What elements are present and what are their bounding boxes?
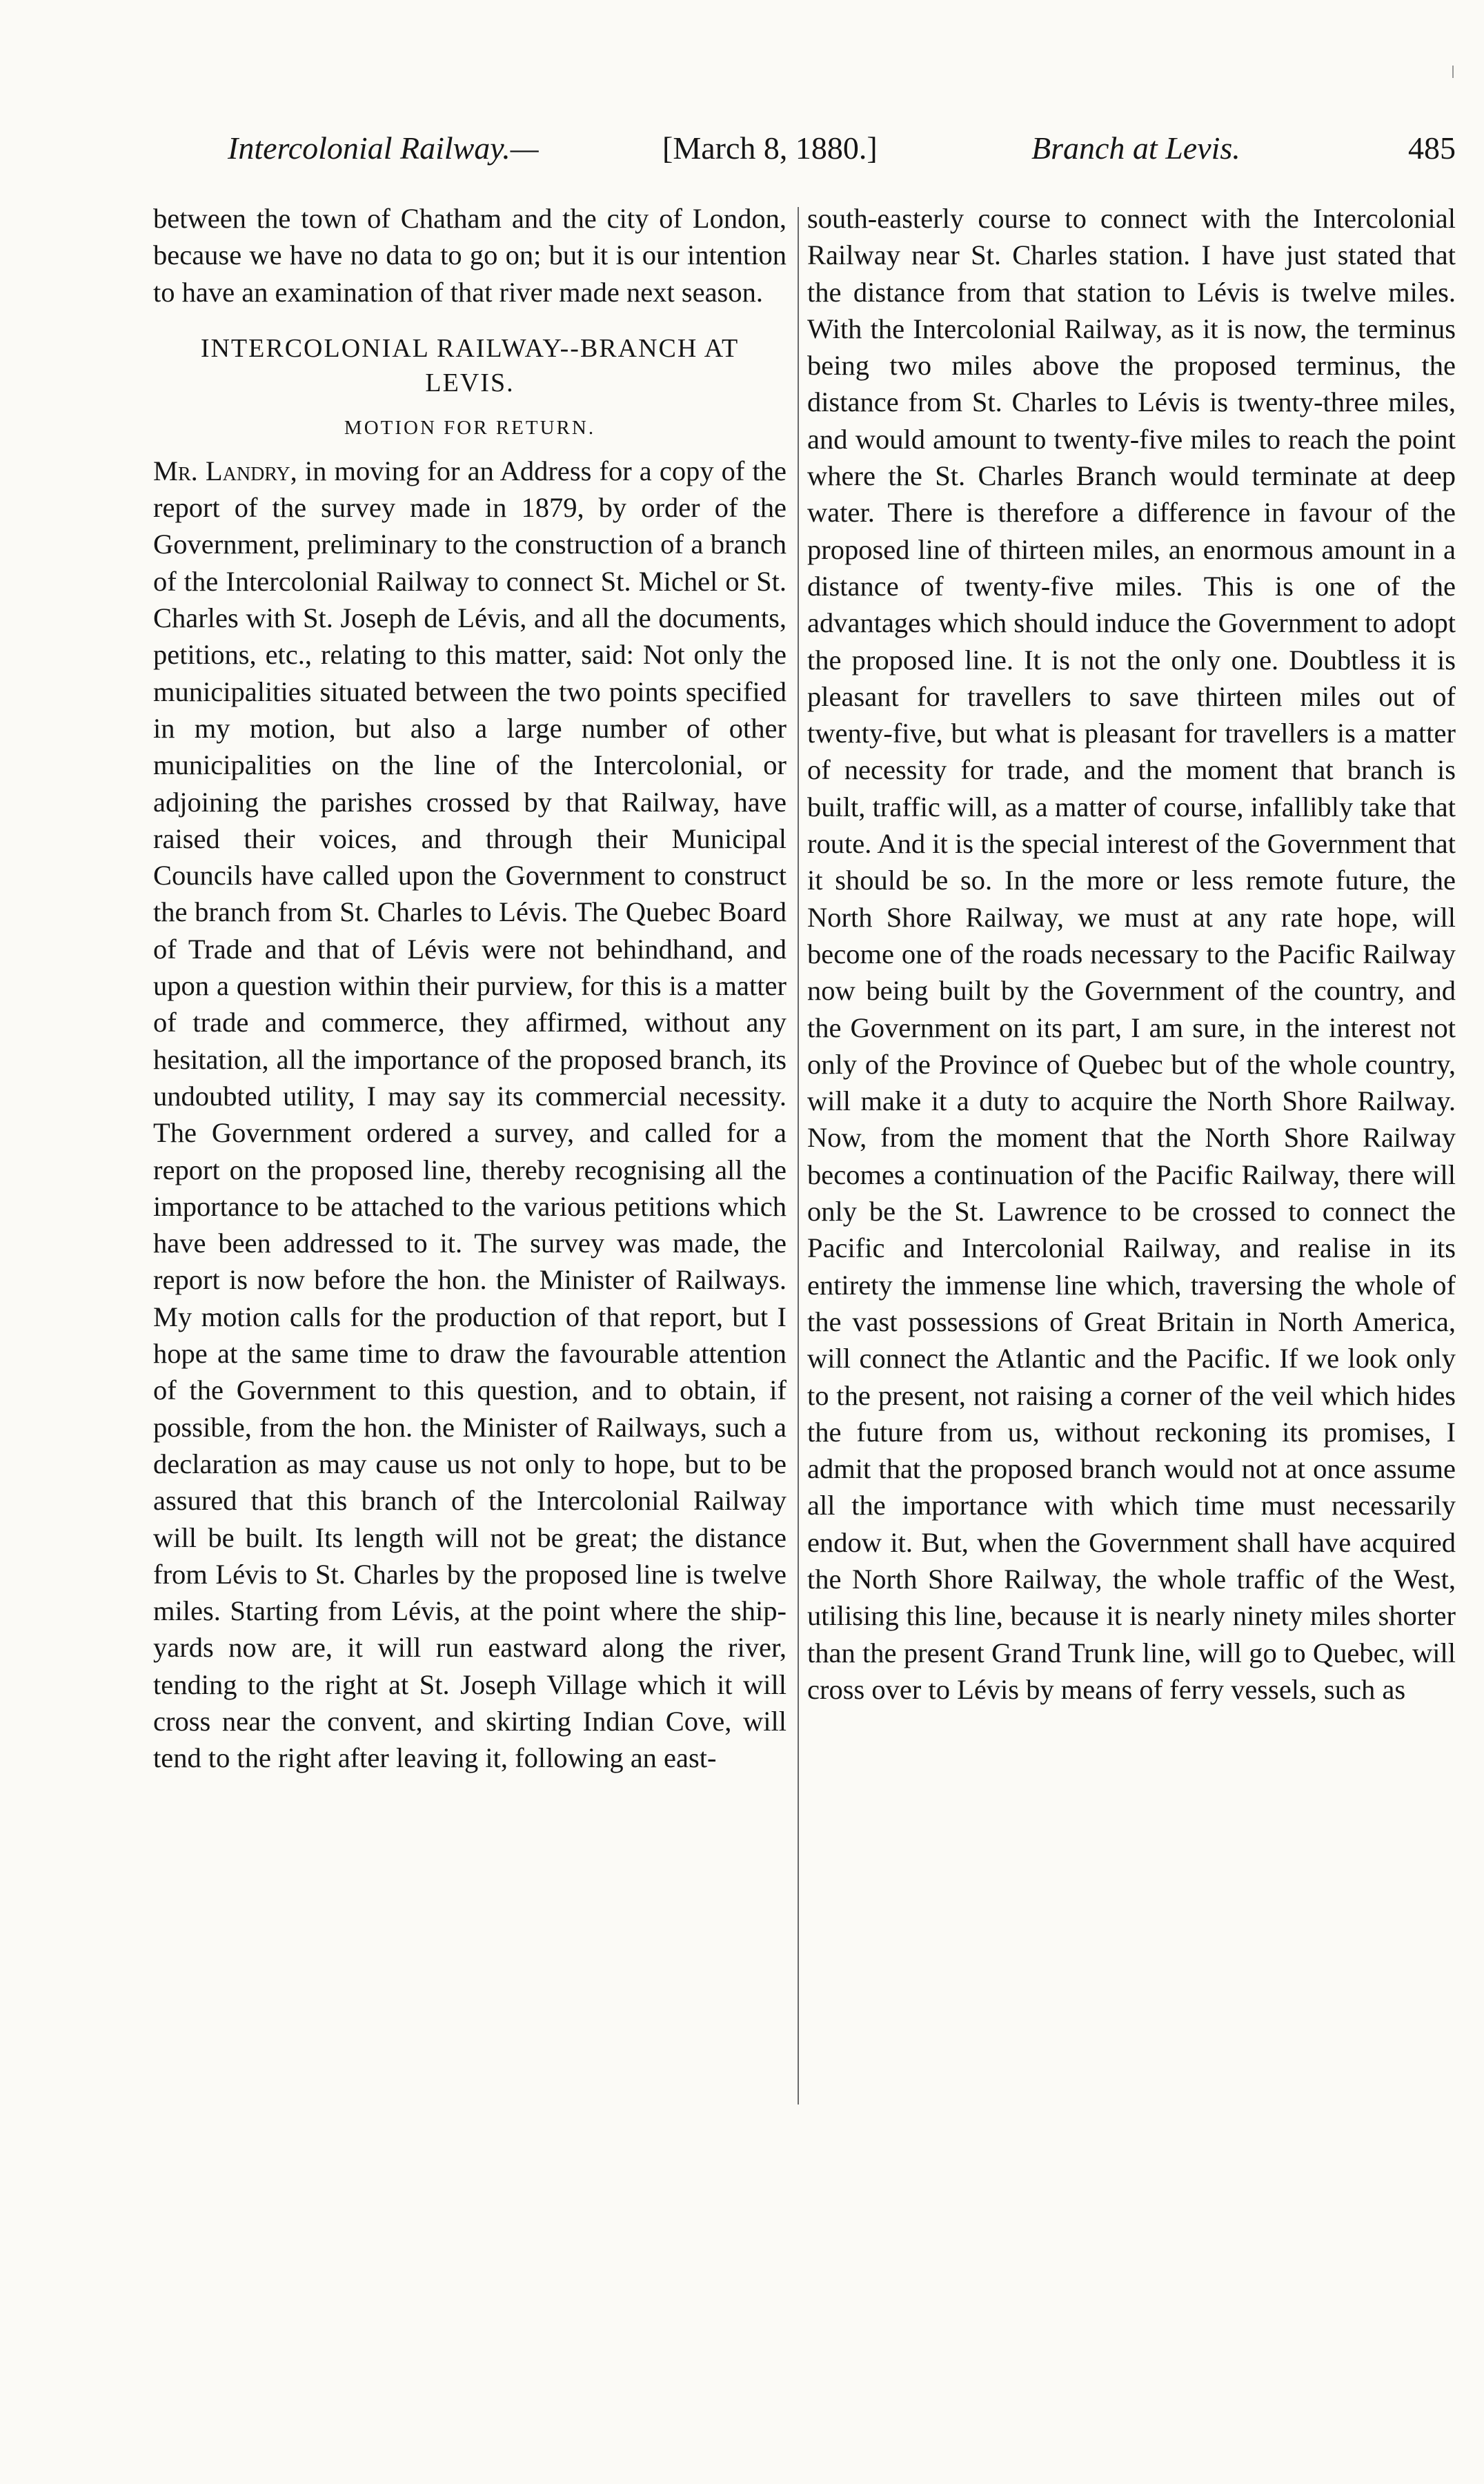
header-date: [March 8, 1880.] xyxy=(662,130,878,166)
page-number: 485 xyxy=(1408,130,1456,166)
left-column xyxy=(153,200,786,1777)
column-divider xyxy=(798,207,799,2104)
scan-mark xyxy=(1452,66,1454,78)
speaker-name: Mr. Landry, xyxy=(153,455,297,486)
section-subheading: MOTION FOR RETURN. xyxy=(344,416,596,439)
speech-paragraph xyxy=(153,453,786,1777)
continuation-paragraph: between the town of Chatham and the city of London, because we have no data to go on; but it is our intention to have an examination of that river made next season. xyxy=(153,203,786,308)
running-header xyxy=(228,130,1456,178)
speech-text: in moving for an Address for a copy of the report of the survey made in 1879, by order of the Government, preliminary to the construction of a branch of the Intercolonial Railway to connect St. Michel or St. Charles with St. Joseph de Lévis, and all the documents, petitions, etc., relating to this matter, said: Not only the municipalities situated between the two points specified in my motion, but also a large number of other municipalities on the line of the Intercolonial, or adjoining the parishes crossed by that Railway, have raised their voices, and through their Municipal Councils have called upon the Government to construct the branch from St. Charles to Lévis. The Quebec Board of Trade and that of Lévis were not behindhand, and upon a question within their purview, for this is a matter of trade and commerce, they affirmed, without any hesitation, all the importance of the proposed branch, its undoubted utility, I may say its commercial necessity. The Government ordered a survey, and called for a report on the proposed line, thereby recognising all the importance to be attached to the various petitions which have been addressed to it. The survey was made, the report is now before the hon. the Minister of Railways. My motion calls for the production of that report, but I hope at the same time to draw the favourable attention of the Government to this question, and to obtain, if possible, from the hon. the Minister of Railways, such a declaration as may cause us not only to hope, but to be assured that this branch of the Intercolonial Railway will be built. Its length will not be great; the distance from Lévis to St. Charles by the proposed line is twelve miles. Starting from Lévis, at the point where the ship-yards now are, it will run eastward along the river, tending to the right at St. Joseph Village which it will cross near the convent, and skirting Indian Cove, will tend to the right after leaving it, following an east- xyxy=(153,455,786,1774)
right-column-text: south-easterly course to connect with the Intercolonial Railway near St. Charles station. I have just stated that the distance from that station to Lévis is twelve miles. With the Intercolonial Railway, as it is now, the terminus being two miles above the proposed terminus, the distance from St. Charles to Lévis is twenty-three miles, and would amount to twenty-five miles to reach the point where the St. Charles Branch would terminate at deep water. There is therefore a difference in favour of the proposed line of thirteen miles, an enormous amount in a distance of twenty-five miles. This is one of the advantages which should induce the Government to adopt the proposed line. It is not the only one. Doubtless it is pleasant for travellers to save thirteen miles out of twenty-five, but what is pleasant for travellers is a matter of necessity for trade, and the moment that branch is built, traffic will, as a matter of course, infallibly take that route. And it is the special interest of the Government that it should be so. In the more or less remote future, the North Shore Railway, we must at any rate hope, will become one of the roads necessary to the Pacific Railway now being built by the Government of the country, and the Government on its part, I am sure, in the interest not only of the Province of Quebec but of the whole country, will make it a duty to acquire the North Shore Railway. Now, from the moment that the North Shore Railway becomes a continuation of the Pacific Railway, there will only be the St. Lawrence to be crossed to connect the Pacific and Intercolonial Railway, and realise in its entirety the immense line which, traversing the whole of the vast possessions of Great Britain in North America, will connect the Atlantic and the Pacific. If we look only to the present, not raising a corner of the veil which hides the future from us, without reckoning its promises, I admit that the proposed branch would not at once assume all the importance with which time must necessarily endow it. But, when the Government shall have acquired the North Shore Railway, the whole traffic of the West, utilising this line, because it is nearly ninety miles shorter than the present Grand Trunk line, will go to Quebec, will cross over to Lévis by means of ferry vessels, such as xyxy=(807,203,1456,1705)
header-right-title: Branch at Levis. xyxy=(1031,130,1240,166)
section-title: INTERCOLONIAL RAILWAY--BRANCH AT LEVIS. xyxy=(200,333,740,397)
header-left-title: Intercolonial Railway.— xyxy=(228,130,539,166)
right-column xyxy=(807,200,1456,1708)
